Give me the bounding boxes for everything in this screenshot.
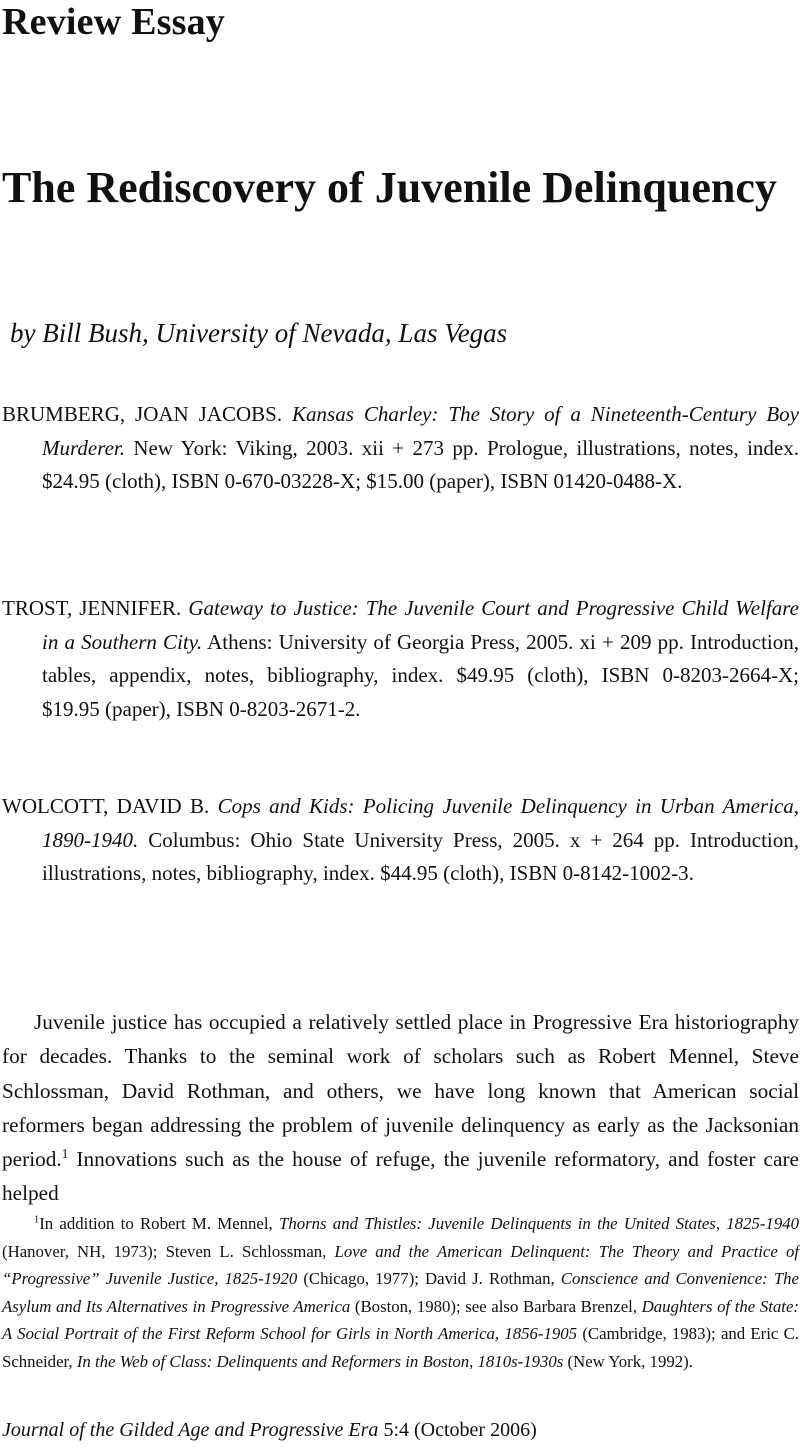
footnote-text-run: (Cambridge, 1983); and Eric C. Schneider, (2, 1324, 799, 1371)
reference-details: New York: Viking, 2003. xii + 273 pp. Prologue, illustrations, notes, index. $24.95 (cloth), ISBN 0-670-03228-X; $15.00 (paper), ISBN 01420-0488-X. (42, 435, 799, 493)
reference-entry (2, 398, 799, 499)
footnote (2, 1210, 799, 1376)
footnote-text-run: (New York, 1992). (563, 1351, 693, 1371)
reference-book-title: Cops and Kids: Policing Juvenile Delinquency in Urban America, 1890-1940. (42, 794, 800, 852)
running-footer (2, 1419, 537, 1442)
section-label: Review Essay (2, 1, 225, 43)
journal-issue: 5:4 (October 2006) (383, 1419, 537, 1441)
reference-author: BRUMBERG, JOAN JACOBS. (2, 402, 283, 426)
reference-details: Columbus: Ohio State University Press, 2005. x + 264 pp. Introduction, illustrations, notes, bibliography, index. $44.95 (cloth), ISBN 0-8142-1002-3. (42, 827, 799, 885)
footnote-cited-title: Daughters of the State: A Social Portrait of the First Reform School for Girls in North America, 1856-1905 (2, 1296, 800, 1344)
footnote-cited-title: Thorns and Thistles: Juvenile Delinquents in the United States, 1825-1940 (278, 1214, 799, 1233)
body-text-part: Innovations such as the house of refuge, the juvenile reformatory, and foster care helped (2, 1147, 799, 1206)
reference-book-title: Kansas Charley: The Story of a Nineteenth-Century Boy Murderer. (42, 402, 799, 460)
article-title: The Rediscovery of Juvenile Delinquency (2, 163, 777, 212)
article-byline: by Bill Bush, University of Nevada, Las Vegas (10, 318, 508, 348)
reference-book-title: Gateway to Justice: The Juvenile Court and Progressive Child Welfare in a Southern City. (42, 596, 799, 654)
footnote-text-run: (Chicago, 1977); David J. Rothman, (297, 1269, 561, 1289)
body-text-part: Juvenile justice has occupied a relatively settled place in Progressive Era historiography for decades. Thanks to the seminal work of scholars such as Robert Mennel, Steve Schlossman, David Rothman, and others, we have long known that American social reformers began addressing the problem of juvenile delinquency as early as the Jacksonian period. (2, 1010, 799, 1172)
body-paragraph (2, 1005, 799, 1211)
footnote-text-run: In addition to Robert M. Mennel, (39, 1214, 279, 1233)
footnote-text-run: (Boston, 1980); see also Barbara Brenzel, (350, 1296, 642, 1316)
footnote-marker: 1 (34, 1214, 40, 1226)
footnote-text (2, 1214, 799, 1371)
journal-name: Journal of the Gilded Age and Progressive Era (2, 1419, 379, 1441)
reference-entry (2, 790, 799, 891)
footnote-cited-title: Love and the American Delinquent: The Theory and Practice of “Progressive” Juvenile Justice, 1825-1920 (2, 1241, 799, 1289)
reference-author: WOLCOTT, DAVID B. (2, 794, 210, 818)
footnote-cited-title: In the Web of Class: Delinquents and Reformers in Boston, 1810s-1930s (76, 1351, 564, 1371)
footnote-cited-title: Conscience and Convenience: The Asylum and Its Alternatives in Progressive America (2, 1269, 799, 1316)
footnote-reference: 1 (61, 1146, 69, 1162)
reference-details: Athens: University of Georgia Press, 2005. xi + 209 pp. Introduction, tables, appendix, notes, bibliography, index. $49.95 (cloth), ISBN 0-8203-2664-X; $19.95 (paper), ISBN 0-8203-2671-2. (42, 629, 800, 721)
reference-author: TROST, JENNIFER. (2, 596, 182, 620)
reference-entry (2, 592, 799, 726)
footnote-text-run: (Hanover, NH, 1973); Steven L. Schlossman, (2, 1241, 335, 1261)
